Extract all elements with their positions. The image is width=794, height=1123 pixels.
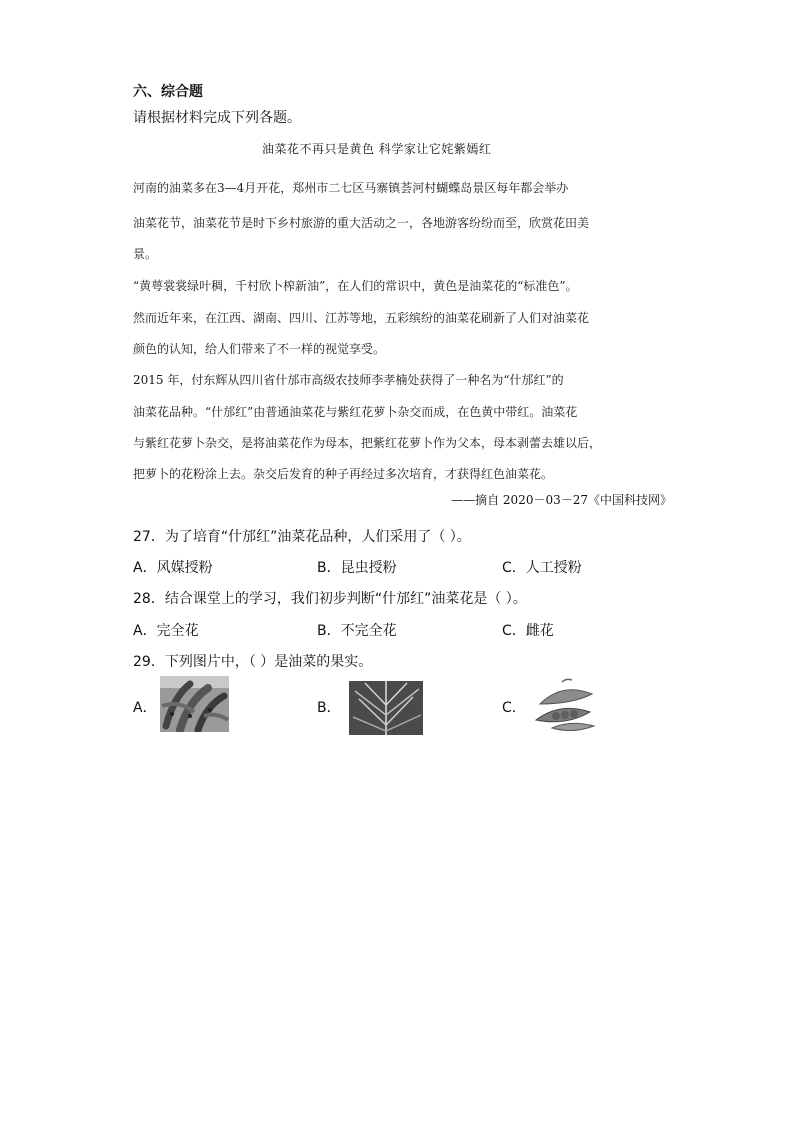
instruction-text: 请根据材料完成下列各题。 (133, 110, 301, 126)
rapeseed-pods-icon (349, 681, 423, 735)
option-27-b[interactable]: B．昆虫授粉 (317, 560, 397, 576)
article-line: 与紫红花萝卜杂交，是将油菜花作为母本，把紫红花萝卜作为父本，母本剥蕾去雄以后， (133, 436, 602, 450)
option-28-c[interactable]: C．雌花 (502, 623, 554, 639)
article-line: 油菜花节，油菜花节是时下乡村旅游的重大活动之一，各地游客纷纷而至，欣赏花田美 (133, 216, 590, 230)
article-line: “黄萼裳裳绿叶稠，千村欣卜榨新油”，在人们的常识中，黄色是油菜花的“标准色”。 (133, 279, 578, 293)
question-27: 27．为了培育“什邡红”油菜花品种，人们采用了（ ）。 (133, 529, 471, 545)
section-title: 六、综合题 (133, 84, 203, 100)
pea-pods-photo[interactable] (532, 676, 598, 734)
article-line: 2015 年，付东辉从四川省什邡市高级农技师李孝楠处获得了一种名为“什邡红”的 (133, 373, 564, 387)
option-28-a[interactable]: A．完全花 (133, 623, 199, 639)
question-28: 28．结合课堂上的学习，我们初步判断“什邡红”油菜花是（ ）。 (133, 591, 527, 607)
option-29-c[interactable]: C． (502, 700, 526, 716)
article-title: 油菜花不再只是黄色 科学家让它姹紫嫣红 (262, 142, 492, 156)
option-29-a[interactable]: A． (133, 700, 157, 716)
article-line: 颜色的认知，给人们带来了不一样的视觉享受。 (133, 342, 386, 356)
rapeseed-pods-photo[interactable] (349, 681, 423, 735)
article-source: ——摘自 2020－03－27《中国科技网》 (451, 493, 672, 507)
option-27-c[interactable]: C．人工授粉 (502, 560, 582, 576)
article-line: 然而近年来，在江西、湖南、四川、江苏等地，五彩缤纷的油菜花刷新了人们对油菜花 (133, 311, 590, 325)
pea-pods-icon (532, 676, 598, 734)
option-29-b[interactable]: B． (317, 700, 341, 716)
article-line: 景。 (133, 247, 158, 261)
article-line: 把萝卜的花粉涂上去。杂交后发育的种子再经过多次培育，才获得红色油菜花。 (133, 467, 554, 481)
option-28-b[interactable]: B．不完全花 (317, 623, 397, 639)
bean-pods-icon (160, 676, 229, 732)
article-line: 河南的油菜多在3—4月开花，郑州市二七区马寨镇荟河村蝴蝶岛景区每年都会举办 (133, 181, 569, 195)
bean-pods-photo[interactable] (160, 676, 229, 732)
question-29: 29．下列图片中，（ ）是油菜的果实。 (133, 654, 373, 670)
option-27-a[interactable]: A．风媒授粉 (133, 560, 213, 576)
article-line: 油菜花品种。“什邡红”由普通油菜花与紫红花萝卜杂交而成，在色黄中带红。油菜花 (133, 405, 578, 419)
